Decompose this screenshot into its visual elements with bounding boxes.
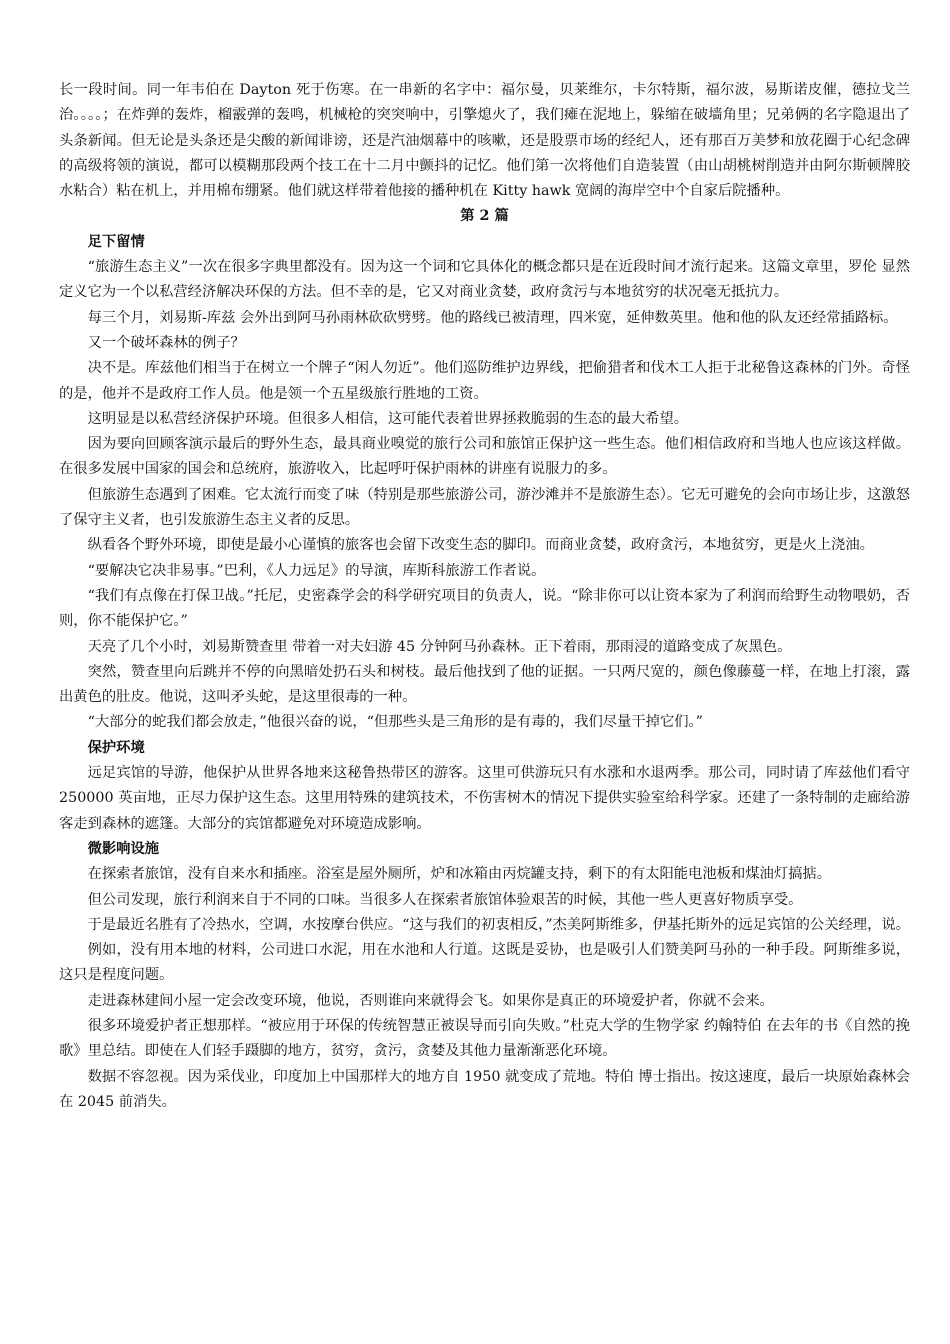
body-paragraph: 决不是。库兹他们相当于在树立一个牌子“闲人勿近”。他们巡防维护边界线，把偷猎者和伐木工人拒于北秘鲁这森林的门外。奇怪的是，他并不是政府工作人员。他是领一个五星级旅行胜地的工资。 (59, 360, 910, 402)
body-paragraph: 远足宾馆的导游，他保护从世界各地来这秘鲁热带区的游客。这里可供游玩只有水涨和水退两季。那公司，同时请了库兹他们看守 250000 英亩地，正尽力保护这生态。这里用特殊的建筑技术，不伤害树木的情况下提供实验室给科学家。还建了一条特制的走廊给游客走到森林的遮篷。大部分的宾馆都避免对环境造成影响。 (59, 765, 910, 832)
body-paragraph: 因为要向回顾客演示最后的野外生态，最具商业嗅觉的旅行公司和旅馆正保护这一些生态。他们相信政府和当地人也应该这样做。在很多发展中国家的国会和总统府，旅游收入，比起呼吁保护雨林的讲座有说服力的多。 (59, 436, 910, 478)
body-paragraph: 每三个月，刘易斯-库兹 会外出到阿马孙雨林砍砍劈劈。他的路线已被清理，四米宽，延伸数英里。他和他的队友还经常插路标。 (87, 309, 898, 326)
body-paragraph: 突然，赞查里向后跳并不停的向黑暗处扔石头和树枝。最后他找到了他的证据。一只两尺宽的，颜色像藤蔓一样，在地上打滚，露出黄色的肚皮。他说，这叫矛头蛇，是这里很毒的一种。 (59, 663, 910, 706)
body-paragraph: 天亮了几个小时，刘易斯赞查里 带着一对夫妇游 45 分钟阿马孙森林。正下着雨，那雨浸的道路变成了灰黑色。 (87, 638, 792, 655)
article-title: 第 2 篇 (460, 208, 509, 225)
body-paragraph: 很多环境爱护者正想那样。“被应用于环保的传统智慧正被误导而引向失败。”杜克大学的生物学家 约翰特伯 在去年的书《自然的挽歌》里总结。即使在人们轻手蹑脚的地方，贫穷，贪污，贪婪及其他力量渐渐恶化环境。 (59, 1017, 910, 1060)
body-paragraph: 这明显是以私营经济保护环境。但很多人相信，这可能代表着世界拯救脆弱的生态的最大希望。 (87, 410, 689, 427)
body-paragraph: 在探索者旅馆，没有自来水和插座。浴室是屋外厕所，炉和冰箱由丙烷罐支持，剩下的有太阳能电池板和煤油灯搞掂。 (87, 866, 832, 883)
body-paragraph: 于是最近名胜有了冷热水，空调，水按摩台供应。“这与我们的初衷相反，”杰美阿斯维多，伊基托斯外的远足宾馆的公关经理，说。 (87, 916, 910, 933)
body-paragraph: “旅游生态主义”一次在很多字典里都没有。因为这一个词和它具体化的概念都只是在近段时间才流行起来。这篇文章里，罗伦 显然定义它为一个以私营经济解决环保的方法。但不幸的是，它又对商业贪婪，政府贪污与本地贫穷的状况毫无抵抗力。 (59, 259, 910, 301)
quote-paragraph: “我们有点像在打保卫战。”托尼，史密森学会的科学研究项目的负责人，说。“除非你可以让资本家为了利润而给野生动物喂奶，否则，你不能保护它。” (59, 587, 910, 630)
section-heading: 微影响设施 (87, 840, 160, 857)
intro-paragraph: 长一段时间。同一年韦伯在 Dayton 死于伤寒。在一串新的名字中：福尔曼，贝莱维尔，卡尔特斯，福尔波，易斯诺皮催，德拉戈兰治。。。。；在炸弹的轰炸，榴霰弹的轰鸣，机械枪的突突响中，引擎熄火了，我们瘫在泥地上，躲缩在破墙角里；兄弟俩的名字隐退出了头条新闻。但无论是头条还是尖酸的新闻诽谤，还是汽油烟幕中的咳嗽，还是股票市场的经纪人，还有那百万美梦和放花圈于心纪念碑的高级将领的演说，都可以模糊那段两个技工在十二月中颤抖的记忆。他们第一次将他们自造装置（由山胡桃树削造并由阿尔斯顿牌胶水粘合）粘在机上，并用棉布绷紧。他们就这样带着他接的播种机在 Kitty hawk 宽阔的海岸空中个自家后院播种。 (59, 82, 910, 200)
body-paragraph: 但旅游生态遇到了困难。它太流行而变了味（特别是那些旅游公司，游沙滩并不是旅游生态）。它无可避免的会向市场让步，这激怒了保守主义者，也引发旅游生态主义者的反思。 (59, 486, 910, 529)
body-paragraph: 例如，没有用本地的材料，公司进口水泥，用在水池和人行道。这既是妥协，也是吸引人们赞美阿马孙的一种手段。阿斯维多说，这只是程度问题。 (59, 942, 910, 984)
body-paragraph: 数据不容忽视。因为采伐业，印度加上中国那样大的地方自 1950 就变成了荒地。特伯 博士指出。按这速度，最后一块原始森林会在 2045 前消失。 (59, 1068, 910, 1110)
body-paragraph: 纵看各个野外环境，即使是最小心谨慎的旅客也会留下改变生态的脚印。而商业贪婪，政府贪污，本地贫穷，更是火上浇油。 (87, 537, 874, 554)
quote-paragraph: “要解决它决非易事。”巴利，《人力远足》的导演，库斯科旅游工作者说。 (87, 562, 546, 579)
body-paragraph: 走进森林建间小屋一定会改变环境，他说，否则谁向来就得会飞。如果你是真正的环境爱护者，你就不会来。 (87, 992, 774, 1009)
body-paragraph: 又一个破坏森林的例子？ (87, 334, 245, 351)
quote-paragraph: “大部分的蛇我们都会放走，”他很兴奋的说，“但那些头是三角形的是有毒的，我们尽量干掉它们。” (87, 714, 703, 731)
section-heading: 保护环境 (87, 739, 145, 756)
body-paragraph: 但公司发现，旅行利润来自于不同的口味。当很多人在探索者旅馆体验艰苦的时候，其他一些人更喜好物质享受。 (87, 891, 803, 908)
section-heading: 足下留情 (87, 233, 145, 250)
